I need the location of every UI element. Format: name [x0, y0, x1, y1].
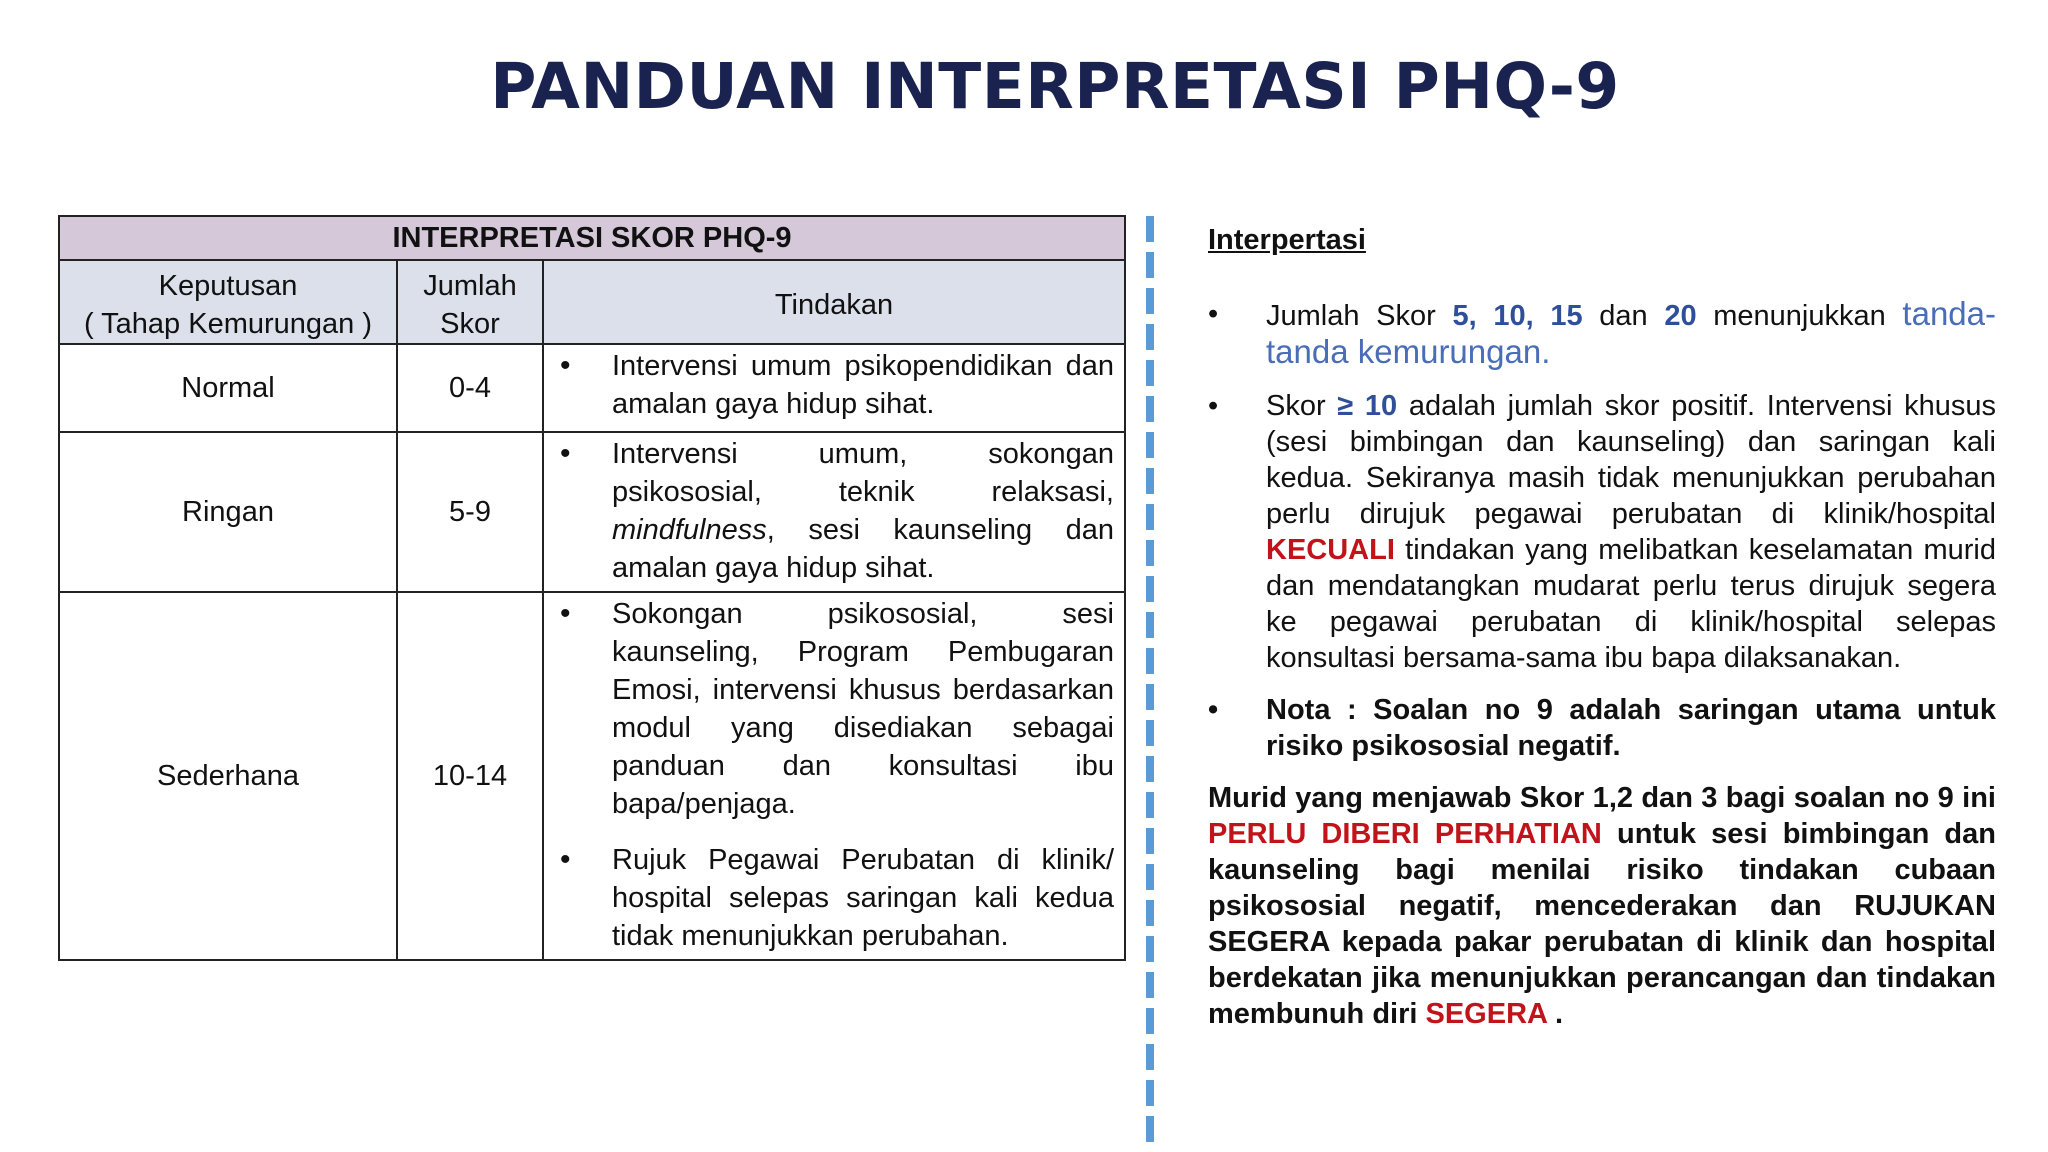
text-part: Skor	[1266, 390, 1338, 422]
highlight-segera: SEGERA	[1425, 998, 1547, 1030]
page-title: PANDUAN INTERPRETASI PHQ-9	[490, 50, 1620, 123]
table-column-headers	[59, 260, 1125, 344]
text-part: Jumlah Skor	[1266, 300, 1453, 332]
interpretation-bullet	[1208, 296, 1996, 372]
highlight-depression-signs: tanda-tanda kemurungan.	[1266, 295, 1996, 370]
column-header-level-line2: ( Tahap Kemurungan )	[83, 308, 373, 340]
text-part: untuk sesi bimbingan dan kaunseling bagi menilai risiko tindakan cubaan psikososial negatif, mencederakan dan RUJUKAN SEGERA kepada pakar perubatan di klinik dan hospital berdekatan jika menunjukkan perancangan dan tindakan membunuh diri	[1208, 818, 1996, 1030]
action-item: • Sokongan psikososial, sesi kaunseling, Program Pembugaran Emosi, intervensi khusus berdasarkan modul yang disediakan sebagai panduan dan konsultasi ibu bapa/penjaga.	[554, 595, 1114, 823]
action-cell	[543, 432, 1125, 592]
level-cell: Sederhana	[59, 592, 397, 960]
column-header-level-line1: Keputusan	[158, 270, 298, 302]
score-cell: 0-4	[397, 344, 543, 432]
highlight-attention: PERLU DIBERI PERHATIAN	[1208, 818, 1602, 850]
column-header-score-line1: Jumlah	[423, 270, 517, 302]
interpretation-panel	[1208, 222, 1996, 1032]
text-part: adalah jumlah skor positif. Intervensi khusus (sesi bimbingan dan kaunseling) dan saringan kali kedua. Sekiranya masih tidak menunjukkan perubahan perlu dirujuk pegawai perubatan di klinik/hospital	[1266, 390, 1996, 530]
action-cell	[543, 344, 1125, 432]
action-text-italic: mindfulness	[612, 514, 767, 546]
action-text-part: Intervensi umum, sokongan psikososial, teknik relaksasi,	[612, 438, 1114, 508]
action-item: • Intervensi umum psikopendidikan dan amalan gaya hidup sihat.	[554, 347, 1114, 423]
interpretation-list	[1208, 296, 1996, 764]
column-header-action: Tindakan	[543, 260, 1125, 344]
text-part: Murid yang menjawab Skor 1,2 dan 3 bagi soalan no 9 ini	[1208, 782, 1996, 814]
highlight-threshold: ≥ 10	[1337, 390, 1398, 422]
level-cell: Ringan	[59, 432, 397, 592]
phq9-interpretation-table	[58, 215, 1126, 961]
action-item: • Rujuk Pegawai Perubatan di klinik/ hospital selepas saringan kali kedua tidak menunjukkan perubahan.	[554, 841, 1114, 955]
text-part: menunjukkan	[1696, 300, 1903, 332]
text-part: .	[1546, 998, 1564, 1030]
table-row	[59, 344, 1125, 432]
text-part: tindakan yang melibatkan keselamatan murid dan mendatangkan mudarat perlu terus dirujuk segera ke pegawai perubatan di klinik/hospital selepas konsultasi bersama-sama ibu bapa dilaksanakan.	[1266, 534, 1996, 674]
highlight-score-20: 20	[1664, 300, 1697, 332]
interpretation-heading: Interpertasi	[1208, 224, 1366, 256]
highlight-kecuali: KECUALI	[1266, 534, 1395, 566]
score-cell: 5-9	[397, 432, 543, 592]
attention-paragraph	[1208, 780, 1996, 1032]
interpretation-bullet	[1208, 388, 1996, 676]
level-cell: Normal	[59, 344, 397, 432]
score-cell: 10-14	[397, 592, 543, 960]
column-header-level	[59, 260, 397, 344]
dashed-divider	[1146, 216, 1154, 1150]
action-text-part: , sesi kaunseling dan amalan gaya hidup sihat.	[612, 514, 1114, 584]
action-item	[554, 435, 1114, 587]
column-header-score	[397, 260, 543, 344]
column-header-score-line2: Skor	[440, 308, 500, 340]
table-header: INTERPRETASI SKOR PHQ-9	[59, 216, 1125, 260]
text-part: dan	[1582, 300, 1665, 332]
action-cell	[543, 592, 1125, 960]
highlight-scores: 5, 10, 15	[1452, 300, 1583, 332]
table-row	[59, 432, 1125, 592]
table-row	[59, 592, 1125, 960]
interpretation-bullet: • Nota : Soalan no 9 adalah saringan utama untuk risiko psikososial negatif.	[1208, 692, 1996, 764]
